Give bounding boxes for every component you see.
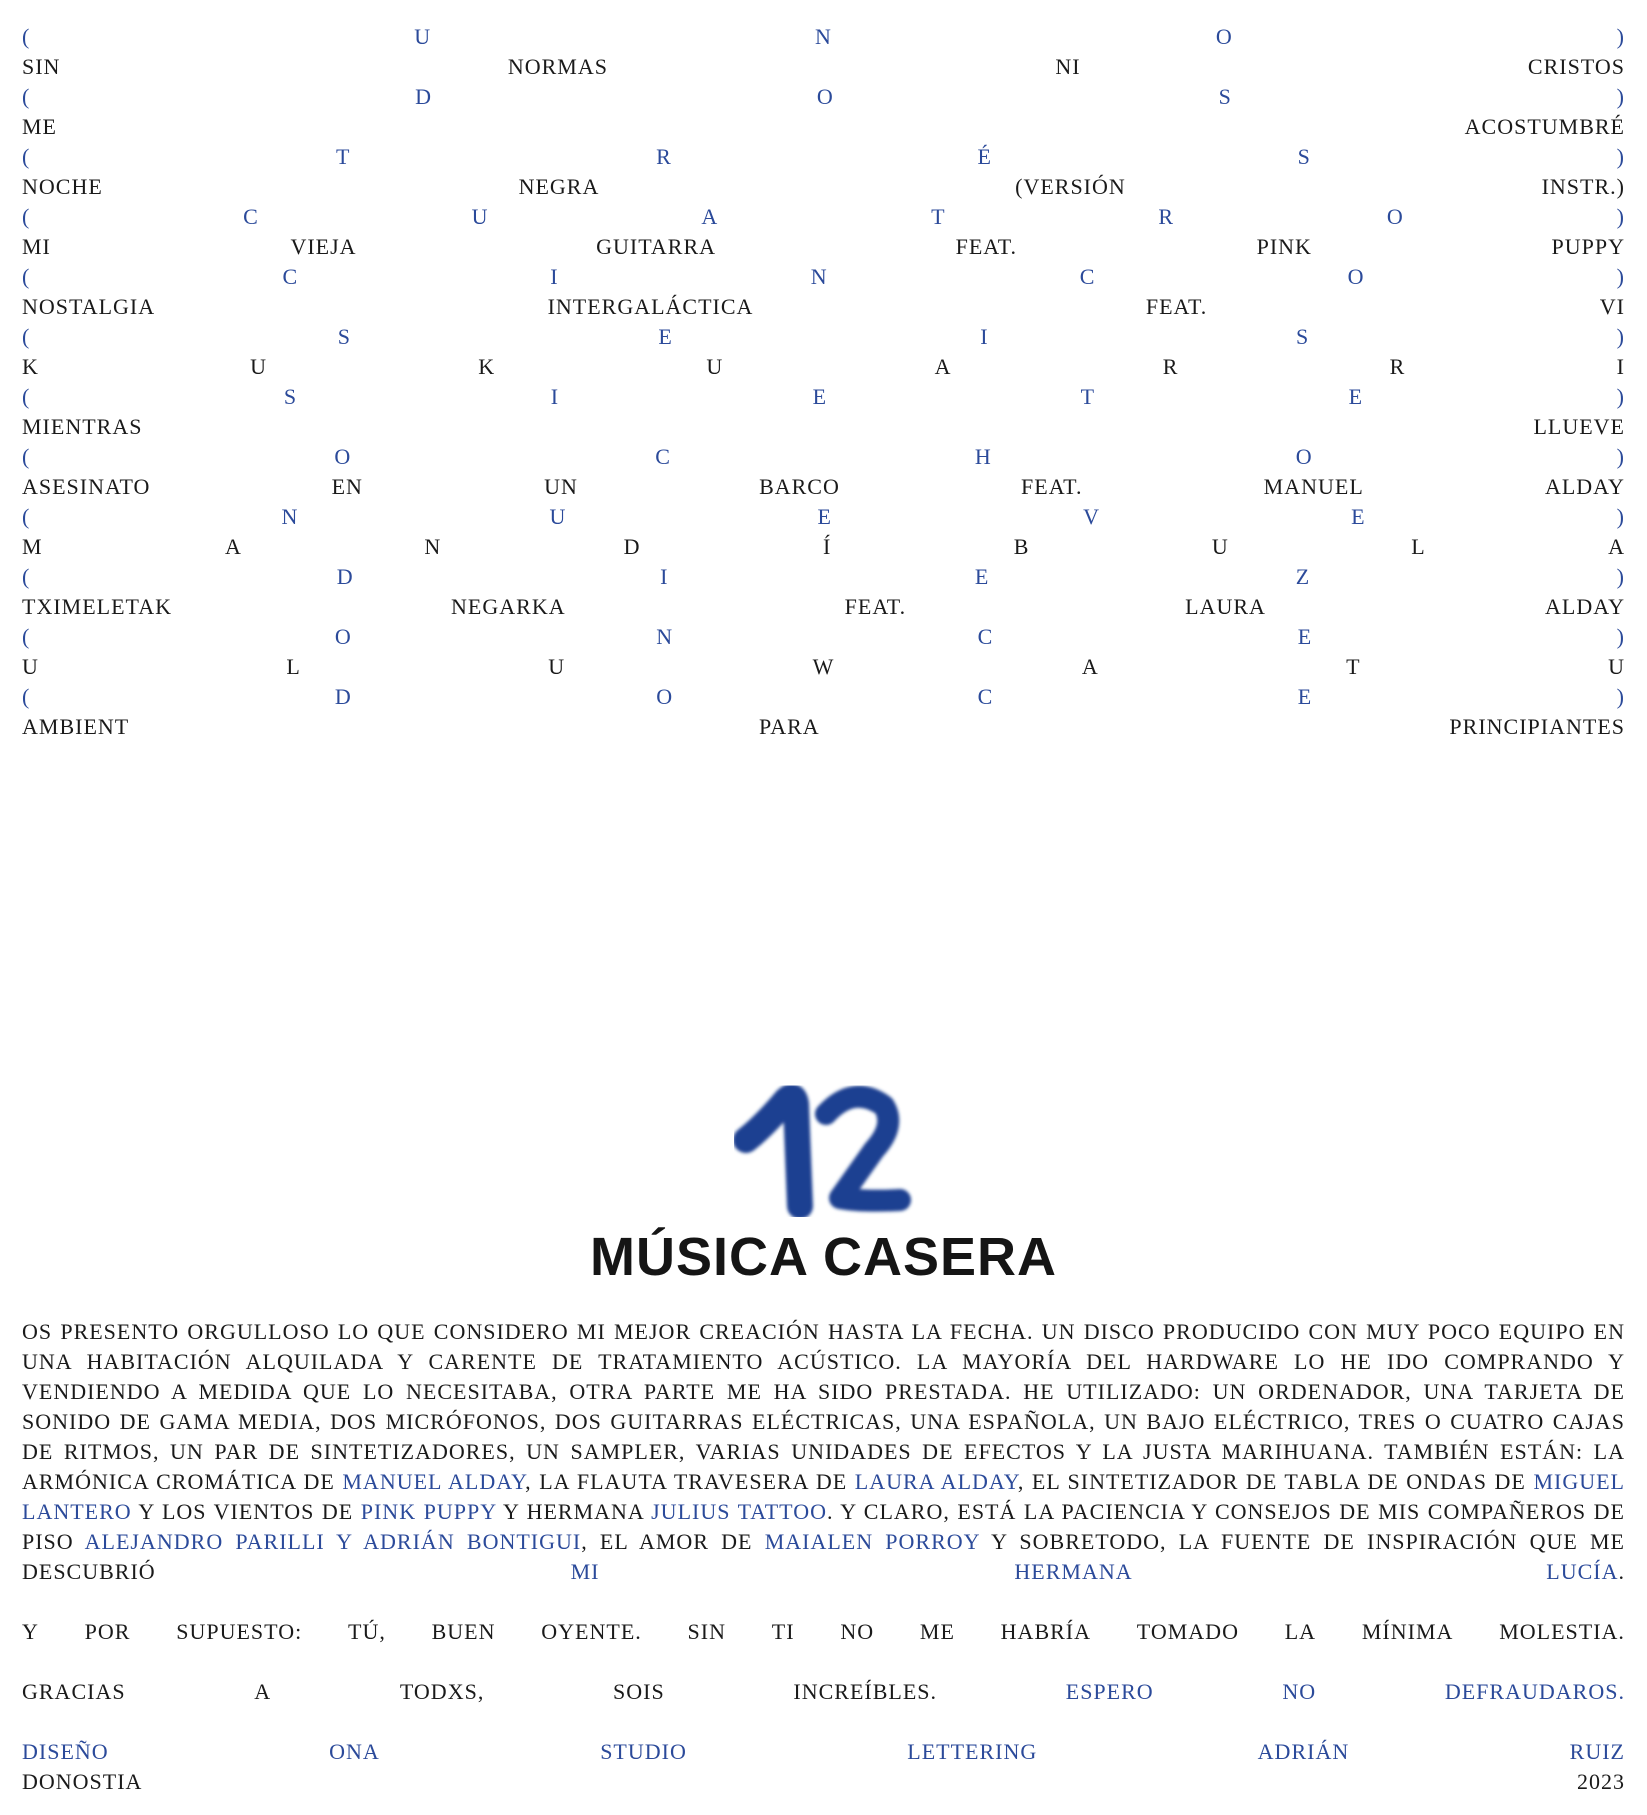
track-number-letter: O — [334, 624, 352, 649]
track-title-word: PARA — [758, 714, 820, 739]
liner-notes — [22, 1317, 1625, 1797]
track-title-row[interactable] — [22, 532, 1625, 562]
track-number-letter: C — [282, 264, 299, 289]
track-title-word: ME — [22, 114, 57, 139]
track-title-word: VI — [1599, 294, 1625, 319]
track-number-letter: A — [701, 204, 719, 229]
closing-word: SUPUESTO: — [176, 1619, 303, 1644]
track-title-word: A — [1608, 534, 1625, 559]
thanks-word: GRACIAS — [22, 1679, 126, 1704]
track-title-word: NEGRA — [518, 174, 600, 199]
track-number-row — [22, 82, 1625, 112]
track-title-row[interactable] — [22, 592, 1625, 622]
track-number-letter: ( — [22, 24, 31, 49]
track-number-letter: N — [656, 624, 674, 649]
track-number-letter: S — [337, 324, 351, 349]
track-number-letter: E — [974, 564, 990, 589]
track-title-word: T — [1346, 654, 1361, 679]
track-title-word: R — [1162, 354, 1179, 379]
track-title-word: MANUEL — [1263, 474, 1364, 499]
track-title-word: INSTR.) — [1541, 174, 1625, 199]
closing-word: SIN — [687, 1619, 726, 1644]
track-title-word: SIN — [22, 54, 61, 79]
track-title-word: MIENTRAS — [22, 414, 143, 439]
thanks-word: DEFRAUDAROS. — [1444, 1679, 1625, 1704]
track-title-word: LLUEVE — [1533, 414, 1625, 439]
track-number-letter: E — [817, 504, 832, 529]
track-number-letter: ) — [1616, 204, 1625, 229]
track-number-letter: D — [336, 564, 354, 589]
track-title-word: Í — [822, 534, 832, 559]
track-number-letter: ) — [1616, 264, 1625, 289]
track-title-row[interactable] — [22, 652, 1625, 682]
track-title-row[interactable] — [22, 712, 1625, 742]
track-number-row — [22, 682, 1625, 712]
credit-name-link[interactable]: LAURA ALDAY — [854, 1469, 1018, 1494]
track-title-word: BARCO — [759, 474, 840, 499]
closing-word: MÍNIMA — [1361, 1619, 1454, 1644]
track-title-word: M — [22, 534, 43, 559]
credit-name-link[interactable]: MAIALEN PORROY — [764, 1529, 980, 1554]
track-number-letter: V — [1083, 504, 1100, 529]
track-number-letter: N — [815, 24, 832, 49]
track-number-letter: D — [415, 84, 433, 109]
closing-word: TÚ, — [348, 1619, 386, 1644]
track-title-word: U — [1211, 534, 1229, 559]
track-title-word: TXIMELETAK — [22, 594, 172, 619]
track-title-word: A — [225, 534, 242, 559]
track-title-word: ASESINATO — [22, 474, 151, 499]
track-title-word: NORMAS — [507, 54, 608, 79]
footer-city: DONOSTIA — [22, 1769, 143, 1794]
track-number-letter: E — [658, 324, 673, 349]
track-number-letter: O — [1215, 24, 1233, 49]
credit-word[interactable]: RUIZ — [1569, 1739, 1625, 1764]
track-title-word: A — [934, 354, 952, 379]
track-title-word: ACOSTUMBRÉ — [1464, 114, 1625, 139]
track-title-word: U — [706, 354, 724, 379]
track-title-word: (VERSIÓN — [1015, 174, 1126, 199]
track-title-row[interactable] — [22, 472, 1625, 502]
track-title-word: FEAT. — [844, 594, 907, 619]
track-number-letter: ( — [22, 324, 31, 349]
track-title-row[interactable] — [22, 112, 1625, 142]
track-number-letter: U — [414, 24, 432, 49]
track-number-letter: ( — [22, 504, 31, 529]
track-number-letter: I — [980, 324, 989, 349]
track-title-word: PRINCIPIANTES — [1449, 714, 1625, 739]
thanks-word: TODXS, — [399, 1679, 485, 1704]
track-title-word: U — [22, 654, 39, 679]
track-number-letter: I — [550, 264, 559, 289]
track-number-letter: O — [1386, 204, 1404, 229]
track-title-word: PUPPY — [1551, 234, 1625, 259]
track-title-word: MI — [22, 234, 51, 259]
paragraph-text: Y LOS VIENTOS DE — [131, 1499, 361, 1524]
track-title-word: A — [1081, 654, 1099, 679]
track-number-row — [22, 502, 1625, 532]
track-title-word: PINK — [1256, 234, 1312, 259]
track-title-word: UN — [544, 474, 578, 499]
closing-word: POR — [84, 1619, 131, 1644]
track-title-word: U — [548, 654, 566, 679]
paragraph-text: . — [1618, 1559, 1625, 1584]
track-title-word: R — [1389, 354, 1406, 379]
track-number-letter: R — [1158, 204, 1175, 229]
track-title-word: B — [1013, 534, 1030, 559]
track-title-row[interactable] — [22, 52, 1625, 82]
track-number-letter: I — [550, 384, 560, 409]
footer — [22, 1767, 1625, 1797]
track-number-letter: U — [549, 504, 567, 529]
track-number-letter: ( — [22, 444, 31, 469]
track-number-letter: ) — [1616, 324, 1625, 349]
track-title-word: U — [250, 354, 268, 379]
track-number-letter: O — [1347, 264, 1365, 289]
track-title-row[interactable] — [22, 412, 1625, 442]
track-title-word: D — [623, 534, 641, 559]
track-number-letter: ) — [1616, 504, 1625, 529]
track-number-letter: ) — [1616, 144, 1625, 169]
album-title: MÚSICA CASERA — [589, 1227, 1058, 1287]
track-number-row — [22, 202, 1625, 232]
track-number-letter: ( — [22, 204, 31, 229]
track-number-letter: ) — [1616, 564, 1625, 589]
track-title-word: L — [1411, 534, 1426, 559]
track-number-row — [22, 22, 1625, 52]
track-number-row — [22, 562, 1625, 592]
track-title-word: K — [22, 354, 39, 379]
track-title-word: GUITARRA — [596, 234, 717, 259]
credit-name-link[interactable]: ALEJANDRO PARILLI Y ADRIÁN BONTIGUI — [84, 1529, 582, 1554]
track-title-word: FEAT. — [1145, 294, 1208, 319]
track-number-letter: Z — [1295, 564, 1311, 589]
track-number-letter: I — [660, 564, 669, 589]
track-number-row — [22, 142, 1625, 172]
thanks-word: A — [254, 1679, 272, 1704]
track-number-letter: C — [655, 444, 671, 469]
paragraph-text: Y SOBRETODO, LA FUENTE DE INSPIRACIÓN QUE ME DESCUBRIÓ — [22, 1529, 1625, 1584]
track-number-letter: O — [816, 84, 834, 109]
track-number-letter: N — [281, 504, 299, 529]
track-number-letter: ) — [1616, 384, 1625, 409]
closing-line — [22, 1617, 1625, 1647]
track-title-word: CRISTOS — [1527, 54, 1625, 79]
track-number-letter: ) — [1616, 24, 1625, 49]
track-number-letter: T — [1080, 384, 1096, 409]
track-number-letter: T — [336, 144, 351, 169]
credit-name-link[interactable]: JULIUS TATTOO — [651, 1499, 827, 1524]
closing-word: Y — [22, 1619, 39, 1644]
track-title-word: L — [286, 654, 301, 679]
closing-word: BUEN — [431, 1619, 496, 1644]
track-number-letter: E — [812, 384, 828, 409]
track-number-letter: R — [656, 144, 672, 169]
thanks-line — [22, 1677, 1625, 1707]
track-number-letter: E — [1297, 624, 1313, 649]
track-title-word: AMBIENT — [22, 714, 130, 739]
track-title-word: NOSTALGIA — [22, 294, 156, 319]
track-number-letter: ( — [22, 264, 31, 289]
track-title-row[interactable] — [22, 352, 1625, 382]
track-title-word: W — [812, 654, 835, 679]
closing-word: HABRÍA — [1000, 1619, 1092, 1644]
track-number-letter: ( — [22, 84, 31, 109]
thanks-word: SOIS — [613, 1679, 665, 1704]
track-number-letter: ) — [1616, 684, 1625, 709]
album-logo — [0, 1078, 1647, 1288]
track-number-letter: S — [1218, 84, 1232, 109]
track-number-letter: C — [243, 204, 259, 229]
track-number-letter: É — [977, 144, 992, 169]
track-title-word: VIEJA — [290, 234, 357, 259]
track-number-row — [22, 382, 1625, 412]
track-number-letter: H — [974, 444, 992, 469]
twelve-lettering-icon — [734, 1078, 914, 1218]
track-title-word: FEAT. — [1021, 474, 1083, 499]
track-title-word: K — [478, 354, 496, 379]
closing-word: TI — [771, 1619, 795, 1644]
thanks-word: NO — [1282, 1679, 1317, 1704]
track-number-letter: ) — [1616, 624, 1625, 649]
track-title-row[interactable] — [22, 232, 1625, 262]
paragraph-text: , EL AMOR DE — [581, 1529, 765, 1554]
track-number-letter: C — [977, 684, 994, 709]
track-title-row[interactable] — [22, 172, 1625, 202]
track-number-letter: N — [810, 264, 828, 289]
track-title-row[interactable] — [22, 292, 1625, 322]
thanks-word: INCREÍBLES. — [793, 1679, 938, 1704]
track-number-letter: D — [334, 684, 352, 709]
track-number-letter: O — [1295, 444, 1313, 469]
track-number-letter: ( — [22, 564, 31, 589]
track-number-letter: O — [656, 684, 674, 709]
track-number-row — [22, 262, 1625, 292]
track-number-letter: ( — [22, 624, 31, 649]
track-number-letter: T — [931, 204, 946, 229]
track-title-word: ALDAY — [1545, 594, 1625, 619]
track-number-letter: ) — [1616, 444, 1625, 469]
paragraph-text: OS PRESENTO ORGULLOSO LO QUE CONSIDERO MI MEJOR CREACIÓN HASTA LA FECHA. UN DISCO PRODUCIDO CON MUY POCO EQUIPO EN UNA HABITACIÓN ALQUILADA Y CARENTE DE TRATAMIENTO ACÚSTICO. LA MAYORÍA DEL HARDWARE LO HE IDO COMPRANDO Y VENDIENDO A MEDIDA QUE LO NECESITABA, OTRA PARTE ME HA SIDO PRESTADA. HE UTILIZADO: UN ORDENADOR, UNA TARJETA DE SONIDO DE GAMA MEDIA, DOS MICRÓFONOS, DOS GUITARRAS ELÉCTRICAS, UNA ESPAÑOLA, UN BAJO ELÉCTRICO, TRES O CUATRO CAJAS DE RITMOS, UN PAR DE SINTETIZADORES, UN SAMPLER, VARIAS UNIDADES DE EFECTOS Y LA JUSTA MARIHUANA. TAMBIÉN ESTÁN: LA ARMÓNICA CROMÁTICA DE — [22, 1319, 1625, 1494]
track-title-word: NEGARKA — [451, 594, 566, 619]
track-number-letter: E — [1297, 684, 1313, 709]
track-number-letter: S — [1297, 144, 1311, 169]
closing-word: LA — [1284, 1619, 1317, 1644]
credit-word[interactable]: DISEÑO — [22, 1739, 109, 1764]
footer-year: 2023 — [1577, 1769, 1625, 1794]
track-title-word: ALDAY — [1544, 474, 1625, 499]
track-number-row — [22, 322, 1625, 352]
track-number-letter: ( — [22, 384, 31, 409]
credits-line — [22, 1737, 1625, 1767]
track-number-letter: S — [1295, 324, 1310, 349]
closing-word: TOMADO — [1136, 1619, 1239, 1644]
track-number-letter: O — [334, 444, 352, 469]
track-title-word: I — [1616, 354, 1625, 379]
track-number-letter: ( — [22, 684, 31, 709]
closing-word: ME — [919, 1619, 955, 1644]
tracklist — [22, 22, 1625, 742]
track-number-row — [22, 622, 1625, 652]
credit-name-link[interactable]: PINK PUPPY — [360, 1499, 497, 1524]
closing-word: NO — [840, 1619, 875, 1644]
track-number-letter: ) — [1616, 84, 1625, 109]
paragraph-text: , EL SINTETIZADOR DE TABLA DE ONDAS DE — [1017, 1469, 1534, 1494]
track-number-letter: E — [1348, 384, 1364, 409]
thanks-word: ESPERO — [1065, 1679, 1154, 1704]
paragraph-text: Y HERMANA — [496, 1499, 652, 1524]
track-number-letter: E — [1351, 504, 1366, 529]
track-number-row — [22, 442, 1625, 472]
track-number-letter: C — [977, 624, 994, 649]
credit-name-link[interactable]: MANUEL ALDAY — [342, 1469, 526, 1494]
closing-word: MOLESTIA. — [1499, 1619, 1625, 1644]
credit-word[interactable]: ADRIÁN — [1257, 1739, 1350, 1764]
track-title-word: NI — [1055, 54, 1081, 79]
track-title-word: N — [424, 534, 442, 559]
track-title-word: NOCHE — [22, 174, 103, 199]
credit-word[interactable]: STUDIO — [600, 1739, 687, 1764]
paragraph-text: , LA FLAUTA TRAVESERA DE — [525, 1469, 855, 1494]
track-title-word: EN — [331, 474, 363, 499]
track-number-letter: ( — [22, 144, 31, 169]
track-title-word: U — [1608, 654, 1625, 679]
closing-word: OYENTE. — [541, 1619, 642, 1644]
track-title-word: FEAT. — [955, 234, 1018, 259]
credit-name-link[interactable]: MI HERMANA LUCÍA — [570, 1559, 1619, 1584]
track-number-letter: S — [283, 384, 298, 409]
credit-word[interactable]: LETTERING — [907, 1739, 1038, 1764]
credit-word[interactable]: ONA — [329, 1739, 380, 1764]
track-title-word: LAURA — [1185, 594, 1266, 619]
paragraph-text: . Y CLARO, ESTÁ LA PACIENCIA Y CONSEJOS DE MIS COMPAÑEROS DE PISO — [22, 1499, 1625, 1554]
track-title-word: INTERGALÁCTICA — [547, 294, 754, 319]
liner-notes-paragraph — [22, 1317, 1625, 1587]
track-number-letter: C — [1079, 264, 1096, 289]
credit-name-link[interactable]: MIGUEL LANTERO — [22, 1469, 1625, 1524]
track-number-letter: U — [471, 204, 489, 229]
